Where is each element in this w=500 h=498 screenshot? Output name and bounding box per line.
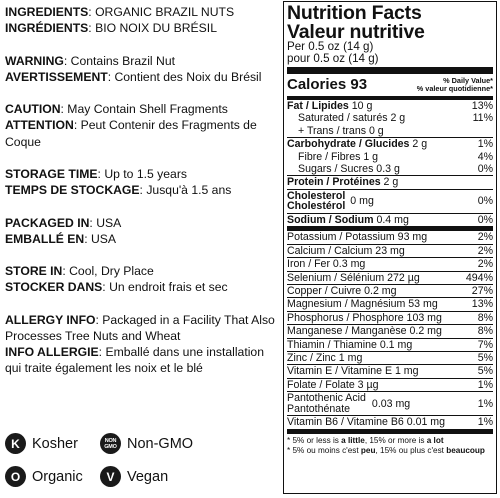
mineral-label: Folate / Folate 3 µg bbox=[287, 378, 379, 391]
mineral-row bbox=[287, 245, 493, 257]
trans-row: + Trans / trans 0 g bbox=[298, 124, 384, 137]
warning-line: WARNING: Contains Brazil Nut bbox=[5, 53, 175, 68]
caution-line: CAUTION: May Contain Shell Fragments bbox=[5, 102, 228, 117]
cholesterol-row: Cholesterol Cholestérol 0 mg 0% bbox=[287, 189, 493, 213]
nutrition-title-en: Nutrition Facts bbox=[287, 2, 422, 24]
mineral-row bbox=[287, 379, 493, 391]
serving-size-fr: pour 0.5 oz (14 g) bbox=[287, 52, 379, 66]
mineral-row bbox=[287, 312, 493, 324]
kosher-label: Kosher bbox=[32, 435, 78, 452]
serving-size-en: Per 0.5 oz (14 g) bbox=[287, 40, 374, 53]
mineral-row bbox=[287, 298, 493, 310]
ingredients-line: INGREDIENTS: ORGANIC BRAZIL NUTS bbox=[5, 5, 235, 19]
mineral-dv: 494% bbox=[465, 271, 493, 284]
non-gmo-badge bbox=[100, 433, 195, 454]
sugars-row: Sugars / Sucres 0.3 g 0% bbox=[298, 162, 493, 175]
store-line: STORE IN: Cool, Dry Place bbox=[5, 264, 154, 279]
mineral-dv: 2% bbox=[477, 258, 493, 271]
mineral-row bbox=[287, 272, 493, 284]
mineral-row bbox=[287, 365, 493, 377]
thick-divider bbox=[287, 67, 493, 74]
nutrition-title-fr: Valeur nutritive bbox=[287, 20, 425, 43]
kosher-icon: K bbox=[5, 433, 26, 454]
warning-fr-line: AVERTISSEMENT: Contient des Noix du Brésil bbox=[5, 69, 262, 84]
mineral-dv: 27% bbox=[471, 284, 493, 297]
mineral-row bbox=[287, 285, 493, 297]
non-gmo-icon: NON GMO bbox=[100, 433, 121, 454]
kosher-badge bbox=[5, 433, 100, 454]
mineral-dv: 7% bbox=[477, 338, 493, 351]
vegan-label: Vegan bbox=[127, 468, 169, 485]
footnote: * 5% or less is a little, 15% or more is a lot * 5% ou moins c'est peu, 15% ou plus c'est beaucoup bbox=[287, 435, 485, 455]
nutrition-facts-panel bbox=[283, 1, 497, 494]
mineral-label: Iron / Fer 0.3 mg bbox=[287, 258, 366, 271]
sodium-row: Sodium / Sodium 0.4 mg 0% bbox=[287, 213, 493, 226]
mineral-label: Manganese / Manganèse 0.2 mg bbox=[287, 325, 442, 338]
fibre-row: Fibre / Fibres 1 g 4% bbox=[298, 150, 493, 163]
mineral-row bbox=[287, 325, 493, 337]
mineral-row bbox=[287, 339, 493, 351]
allergy-fr-line: INFO ALLERGIE: Emballé dans une installation qui traite également les noix et le blé bbox=[5, 345, 264, 376]
storage-line: STORAGE TIME: Up to 1.5 years bbox=[5, 166, 187, 181]
non-gmo-label: Non-GMO bbox=[127, 435, 194, 452]
packaged-fr-line: EMBALLÉ EN: USA bbox=[5, 231, 117, 246]
mineral-row bbox=[287, 258, 493, 270]
vegan-badge bbox=[100, 466, 195, 487]
product-info-column bbox=[5, 4, 281, 377]
mineral-dv: 8% bbox=[477, 325, 493, 338]
fat-row: Fat / Lipides 10 g 13% bbox=[287, 99, 493, 112]
mineral-label: Vitamin E / Vitamine E 1 mg bbox=[287, 365, 419, 378]
mineral-dv: 5% bbox=[477, 365, 493, 378]
pantothenic-row: Pantothenic Acid Pantothénate 0.03 mg 1% bbox=[287, 392, 493, 415]
mineral-label: Thiamin / Thiamine 0.1 mg bbox=[287, 338, 413, 351]
protein-row: Protein / Protéines 2 g bbox=[287, 176, 399, 189]
mineral-dv: 8% bbox=[477, 311, 493, 324]
carbohydrate-row: Carbohydrate / Glucides 2 g 1% bbox=[287, 138, 493, 151]
store-fr-line: STOCKER DANS: Un endroit frais et sec bbox=[5, 280, 228, 295]
saturated-row: Saturated / saturés 2 g 11% bbox=[298, 112, 493, 125]
organic-badge bbox=[5, 466, 100, 487]
mineral-row bbox=[287, 231, 493, 243]
mineral-label: Potassium / Potassium 93 mg bbox=[287, 231, 428, 244]
mineral-label: Calcium / Calcium 23 mg bbox=[287, 244, 405, 257]
vegan-icon: V bbox=[100, 466, 121, 487]
mineral-label: Zinc / Zinc 1 mg bbox=[287, 352, 363, 364]
mineral-label: Copper / Cuivre 0.2 mg bbox=[287, 284, 397, 297]
mineral-row bbox=[287, 352, 493, 364]
daily-value-header: % Daily Value* % valeur quotidienne* bbox=[416, 76, 493, 94]
calories-label: Calories 93 bbox=[287, 76, 368, 94]
packaged-line: PACKAGED IN: USA bbox=[5, 215, 122, 230]
organic-icon: O bbox=[5, 466, 26, 487]
mineral-label: Selenium / Sélénium 272 µg bbox=[287, 271, 420, 284]
mineral-dv: 13% bbox=[471, 298, 493, 311]
organic-label: Organic bbox=[32, 468, 83, 485]
certification-badges bbox=[5, 432, 275, 498]
mineral-dv: 2% bbox=[477, 231, 493, 244]
mineral-dv: 1% bbox=[477, 378, 493, 391]
mineral-list bbox=[287, 231, 493, 392]
mineral-dv: 5% bbox=[477, 352, 493, 364]
mineral-label: Phosphorus / Phosphore 103 mg bbox=[287, 311, 442, 324]
allergy-line: ALLERGY INFO: Packaged in a Facility That Also Processes Tree Nuts and Wheat bbox=[5, 312, 275, 343]
ingredients-fr-line: INGRÉDIENTS: BIO NOIX DU BRÉSIL bbox=[5, 21, 217, 36]
storage-fr-line: TEMPS DE STOCKAGE: Jusqu'à 1.5 ans bbox=[5, 183, 232, 198]
caution-fr-line: ATTENTION: Peut Contenir des Fragments de Coque bbox=[5, 118, 257, 149]
vitamin-b6-row: Vitamin B6 / Vitamine B6 0.01 mg 1% bbox=[287, 416, 493, 429]
mineral-label: Magnesium / Magnésium 53 mg bbox=[287, 298, 438, 311]
calories-row bbox=[287, 74, 493, 96]
mineral-dv: 2% bbox=[477, 244, 493, 257]
